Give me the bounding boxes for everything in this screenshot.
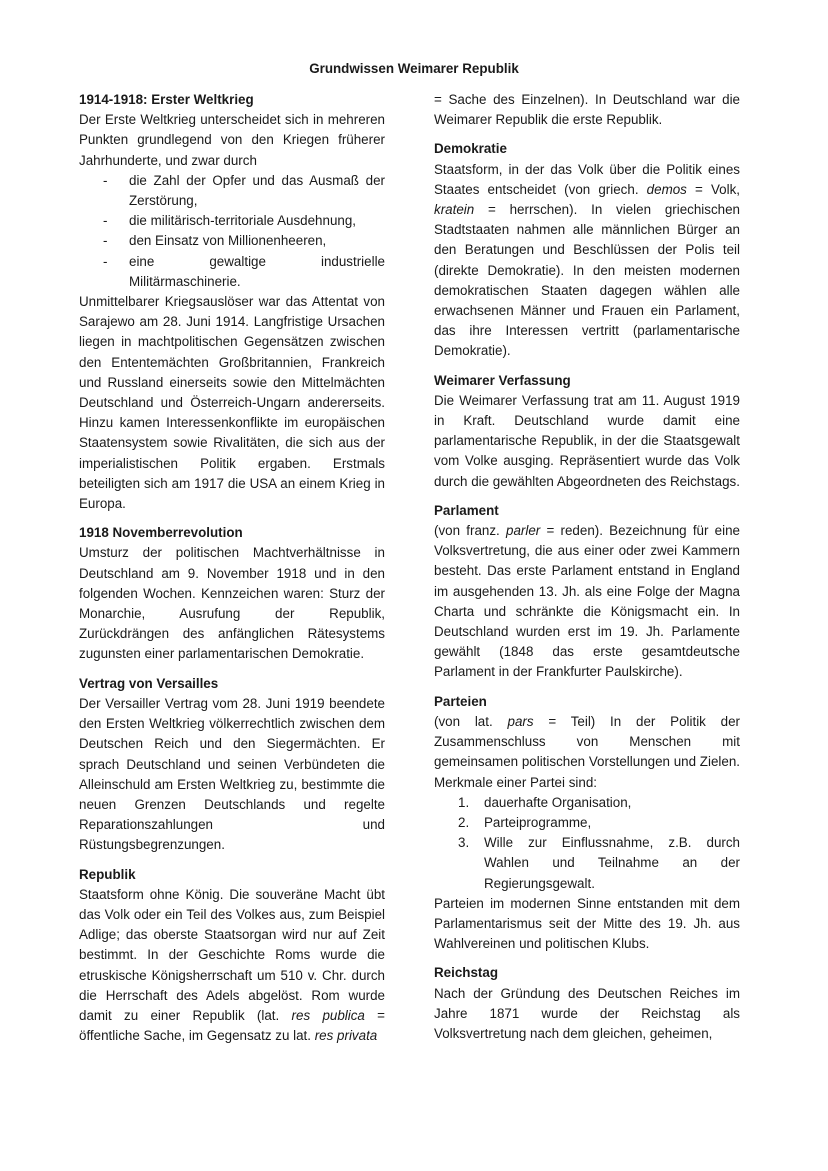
section-heading: Weimarer Verfassung <box>434 372 571 388</box>
section-heading: 1918 Novemberrevolution <box>79 525 243 541</box>
numbered-list <box>434 793 740 894</box>
list-number: 1. <box>458 794 470 810</box>
section-intro: Der Erste Weltkrieg unterscheidet sich in mehreren Punkten grundlegend von den Kriegen früherer Jahrhunderte, und zwar durch <box>79 112 385 168</box>
list-number: 3. <box>458 835 470 851</box>
latin-term: pars <box>507 713 534 729</box>
french-term: parler <box>506 523 541 539</box>
list-item: - die militärisch-territoriale Ausdehnung, <box>129 211 385 231</box>
text-run: (von franz. <box>434 523 506 539</box>
list-item: - die Zahl der Opfer und das Ausmaß der Zerstörung, <box>129 171 385 211</box>
text-run: = öffentliche Sache, im Gegensatz zu lat. <box>79 1007 385 1044</box>
list-item <box>458 833 740 894</box>
section-erster-weltkrieg <box>79 90 385 514</box>
section-republik <box>79 865 385 1047</box>
greek-term: demos <box>646 181 687 197</box>
list-item: - den Einsatz von Millionenheeren, <box>129 231 385 251</box>
section-text: Die Weimarer Verfassung trat am 11. August 1919 in Kraft. Deutschland wurde damit eine parlamentarische Republik, in der die Staatsgewalt vom Volke ausging. Repräsentiert wurde das Volk durch die gewählten Abgeordneten des Reichstags. <box>434 392 740 489</box>
latin-term: res privata <box>314 1028 378 1044</box>
text-run: = herrschen). In vielen griechischen Stadtstaaten nahmen alle männlichen Bürger an den Beratungen und Beschlüssen der Polis teil (direkte Demokratie). In den meisten modernen demokratischen Staaten dagegen wählen alle erwachsenen Männer und Frauen ein Parlament, das ihre Interessen vertritt (parlamentarische Demokratie). <box>434 202 740 359</box>
section-heading: 1914-1918: Erster Weltkrieg <box>79 92 254 107</box>
section-parteien <box>434 692 740 955</box>
section-text: Nach der Gründung des Deutschen Reiches im Jahre 1871 wurde der Reichstag als Volksvertretung nach dem gleichen, geheimen, <box>434 985 740 1041</box>
section-text <box>434 712 740 793</box>
list-item <box>458 793 740 813</box>
section-parlament <box>434 501 740 683</box>
section-heading: Parteien <box>434 693 487 709</box>
text-run: Staatsform, in der das Volk über die Politik eines Staates entscheidet (von griech. <box>434 161 740 197</box>
section-heading: Republik <box>79 866 136 882</box>
section-versailles <box>79 674 385 856</box>
greek-term: kratein <box>434 202 475 218</box>
list-item <box>458 813 740 833</box>
section-text <box>79 885 385 1047</box>
list-text: Wille zur Einflussnahme, z.B. durch Wahlen und Teilnahme an der Regierungsgewalt. <box>484 835 740 891</box>
section-heading: Reichstag <box>434 965 498 981</box>
section-heading: Parlament <box>434 502 499 518</box>
text-run: = reden). Bezeichnung für eine Volksvertretung, die aus einer oder zwei Kammern besteht. Das erste Parlament entstand in England im ausgehenden 13. Jh. als eine Folge der Magna Charta und schränkte die Königsmacht ein. In Deutschland wurden erst im 19. Jh. Parlamente gewählt (1848 das erste gesamtdeutsche Parlament in der Frankfurter Paulskirche). <box>434 523 740 680</box>
section-text: Umsturz der politischen Machtverhältnisse in Deutschland am 9. November 1918 und in den folgenden Wochen. Kennzeichen waren: Sturz der Monarchie, Ausrufung der Republik, Zurückdrängen des anfänglichen Rätesystems zugunsten einer parlamentarischen Demokratie. <box>79 545 385 662</box>
latin-term: res publica <box>291 1007 365 1023</box>
list-text: dauerhafte Organisation, <box>484 794 632 810</box>
section-heading: Vertrag von Versailles <box>79 675 219 691</box>
text-run: = Volk, <box>686 181 740 197</box>
left-column <box>79 90 385 1055</box>
list-item: - eine gewaltige industrielle Militärmaschinerie. <box>129 252 385 292</box>
section-novemberrevolution <box>79 523 385 664</box>
section-text: Unmittelbarer Kriegsauslöser war das Attentat von Sarajewo am 28. Juni 1914. Langfristige Ursachen liegen in machtpolitischen Gegensätzen zwischen den Ententemächten Großbritannien, Frankreich und Russland einerseits sowie den Mittelmächten Deutschland und Österreich-Ungarn andererseits. Hinzu kamen Interessenkonflikte im europäischen Staatensystem sowie Rivalitäten, die sich aus der imperialistischen Politik ergaben. Erstmals beteiligten sich am 1917 die USA an einem Krieg in Europa. <box>79 294 385 512</box>
section-text: Der Versailler Vertrag vom 28. Juni 1919 beendete den Ersten Weltkrieg völkerrechtlich zwischen dem Deutschen Reich und den Siegermächten. Er sprach Deutschland und seinen Verbündeten die Alleinschuld am Ersten Weltkrieg zu, bestimmte die neuen Grenzen Deutschlands und regelte Reparationszahlungen und Rüstungsbegrenzungen. <box>79 695 385 853</box>
section-reichstag <box>434 963 740 1044</box>
text-run: = Teil) In der Politik der Zusammenschluss von Menschen mit gemeinsamen politischen Vorstellungen und Zielen. Merkmale einer Partei sind: <box>434 713 741 790</box>
list-number: 2. <box>458 814 470 830</box>
page-title: Grundwissen Weimarer Republik <box>309 61 519 76</box>
text-run: (von lat. <box>434 713 508 729</box>
section-heading: Demokratie <box>434 141 507 157</box>
bullet-list <box>79 171 385 292</box>
section-text: Parteien im modernen Sinne entstanden mit dem Parlamentarismus seit der Mitte des 19. Jh. aus Wahlvereinen und politischen Klubs. <box>434 895 740 952</box>
section-text <box>434 521 740 683</box>
right-column <box>434 90 740 1053</box>
section-text <box>434 160 740 362</box>
text-run: Staatsform ohne König. Die souveräne Macht übt das Volk oder ein Teil des Volkes aus, zum Beispiel Adlige; das oberste Staatsorgan wird nur auf Zeit bestimmt. In der Geschichte Roms wurde die etruskische Königsherrschaft um 510 v. Chr. durch die Herrschaft des Adels abgelöst. Rom wurde damit zu einer Republik (lat. <box>79 886 385 1023</box>
section-demokratie <box>434 139 740 361</box>
section-republik-continued <box>434 90 740 130</box>
section-weimarer-verfassung <box>434 371 740 492</box>
section-text: = Sache des Einzelnen). In Deutschland war die Weimarer Republik die erste Republik. <box>434 92 740 128</box>
list-text: Parteiprogramme, <box>484 814 592 830</box>
